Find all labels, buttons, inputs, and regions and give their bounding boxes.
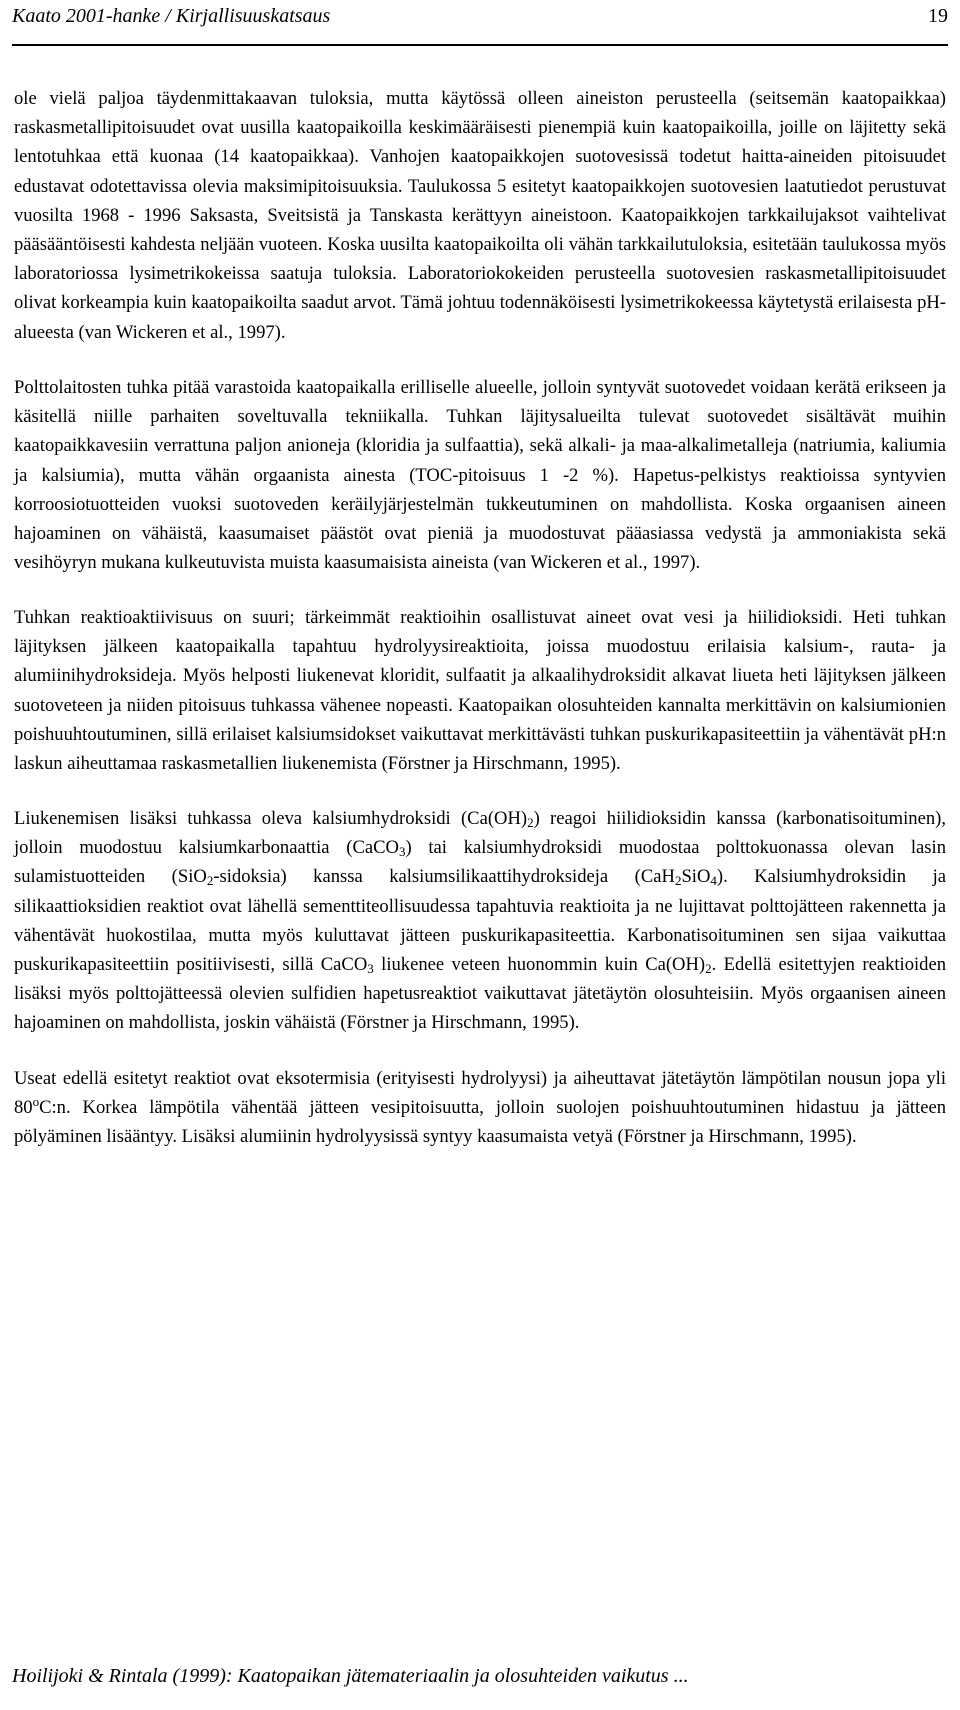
text-run: ) reagoi hiilidioksidin kanssa (karbonatisoituminen), jolloin muodostuu kalsiumkarbonaattia (CaCO: [14, 808, 946, 859]
text-run: liukenee veteen huonommin kuin Ca(OH): [373, 954, 706, 976]
body-paragraph-5: [14, 1064, 946, 1152]
text-run: SiO: [681, 866, 711, 888]
superscript: o: [32, 1094, 40, 1110]
subscript: 2: [674, 873, 682, 889]
text-run: C:n. Korkea lämpötila vähentää jätteen vesipitoisuutta, jolloin suolojen poishuuhtoutuminen hidastuu ja jätteen pölyäminen lisääntyy. Lisäksi alumiinin hydrolyysissä syntyy kaasumaista vetyä (Förstner ja Hirschmann, 1995).: [14, 1097, 946, 1148]
subscript: 2: [705, 961, 712, 977]
running-title: Kaato 2001-hanke / Kirjallisuuskatsaus: [12, 5, 331, 27]
subscript: 2: [206, 873, 214, 889]
header-rule: [12, 44, 948, 46]
body-paragraph-4: [14, 804, 946, 1038]
subscript: 4: [710, 873, 717, 889]
subscript: 3: [398, 844, 406, 860]
text-run: Liukenemisen lisäksi tuhkassa oleva kalsiumhydroksidi (Ca(OH): [14, 808, 528, 829]
text-run: ). Kalsiumhydroksidin ja silikaattioksidien reaktiot ovat lähellä sementtiteollisuudessa tapahtuvia reaktioita ja ne lujittavat polttojätteen rakennetta ja vähentävät huokostilaa, mutta myös kuluttavat jätteen puskurikapasiteettia. Karbonatisoituminen sen sijaa vaikuttaa puskurikapasiteettiin positiivisesti, sillä CaCO: [14, 866, 946, 976]
subscript: 3: [367, 961, 374, 977]
page-header: [12, 2, 948, 42]
body-paragraph-3: Tuhkan reaktioaktiivisuus on suuri; tärkeimmät reaktioihin osallistuvat aineet ovat vesi ja hiilidioksidi. Heti tuhkan läjityksen jälkeen kaatopaikalla tapahtuu hydrolyysireaktioita, joissa muodostuu erilaisia kalsium-, rauta- ja alumiinihydroksideja. Myös helposti liukenevat kloridit, sulfaatit ja alkaalihydroksidit alkavat liueta heti läjityksen jälkeen suotoveteen ja niiden pitoisuus tuhkassa vähenee nopeasti. Kaatopaikan olosuhteiden kannalta merkittävin on kalsiumionien poishuuhtoutuminen, sillä erilaiset kalsiumsidokset vaikuttavat merkittävästi tuhkan puskurikapasiteettiin ja vähentävät pH:n laskun aiheuttamaa raskasmetallien liukenemista (Förstner ja Hirschmann, 1995).: [14, 607, 946, 775]
text-run: Useat edellä esitetyt reaktiot ovat eksotermisia (erityisesti hydrolyysi) ja aiheuttavat jätetäytön lämpötilan nousun jopa yli 80: [14, 1068, 946, 1119]
page-number: 19: [928, 5, 948, 27]
text-run: . Edellä esitettyjen reaktioiden lisäksi myös polttojätteessä olevien sulfidien hapetusreaktiot vaikuttavat jätetäytön olosuhteisiin. Myös orgaanisen aineen hajoaminen on mahdollista, joskin vähäistä (Förstner ja Hirschmann, 1995).: [14, 954, 947, 1034]
page-footer: Hoilijoki & Rintala (1999): Kaatopaikan jätemateriaalin ja olosuhteiden vaikutus ...: [12, 1665, 689, 1687]
body-paragraph-1: ole vielä paljoa täydenmittakaavan tuloksia, mutta käytössä olleen aineiston perusteella (seitsemän kaatopaikkaa) raskasmetallipitoisuudet ovat uusilla kaatopaikoilla keskimääräisesti pienempiä kuin kaatopaikoilla, joille on läjitetty sekä lentotuhkaa että kuonaa (14 kaatopaikkaa). Vanhojen kaatopaikkojen suotovesissä todetut haitta-aineiden pitoisuudet edustavat odotettavissa olevia maksimipitoisuuksia. Taulukossa 5 esitetyt kaatopaikkojen suotovesien laatutiedot perustuvat vuosilta 1968 - 1996 Saksasta, Sveitsistä ja Tanskasta kerättyyn aineistoon. Kaatopaikkojen tarkkailujaksot vaihtelivat pääsääntöisesti kahdesta neljään vuoteen. Koska uusilta kaatopaikoilta oli vähän tarkkailutuloksia, esitetään taulukossa myös laboratoriossa lysimetrikokeissa saatuja tuloksia. Laboratoriokokeiden perusteella suotovesien raskasmetallipitoisuudet olivat korkeampia kuin kaatopaikoilta saadut arvot. Tämä johtuu todennäköisesti lysimetrikokeessa käytetystä erilaisesta pH-alueesta (van Wickeren et al., 1997).: [14, 88, 946, 343]
text-run: ) tai kalsiumhydroksidi muodostaa polttokuonassa olevan lasin sulamistuotteiden (SiO: [14, 837, 946, 888]
subscript: 2: [527, 815, 534, 830]
body-paragraph-2: Polttolaitosten tuhka pitää varastoida kaatopaikalla erilliselle alueelle, jolloin syntyvät suotovedet voidaan kerätä erikseen ja käsitellä niille parhaiten soveltuvalla tekniikalla. Tuhkan läjitysalueilta tulevat suotovedet sisältävät muihin kaatopaikkavesiin verrattuna paljon anioneja (kloridia ja sulfaattia), sekä alkali- ja maa-alkalimetalleja (natriumia, kaliumia ja kalsiumia), mutta vähän orgaanista ainesta (TOC-pitoisuus 1 -2 %). Hapetus-pelkistys reaktioissa syntyvien korroosiotuotteiden vuoksi suotoveden keräilyjärjestelmän tukkeutuminen on mahdollista. Koska orgaanisen aineen hajoaminen on vähäistä, kaasumaiset päästöt ovat pieniä ja muodostuvat pääasiassa vedystä ja ammoniakista sekä vesihöyryn mukana kulkeutuvista muista kaasumaisista aineista (van Wickeren et al., 1997).: [14, 377, 946, 574]
text-run: -sidoksia) kanssa kalsiumsilikaattihydroksideja (CaH: [213, 866, 675, 888]
